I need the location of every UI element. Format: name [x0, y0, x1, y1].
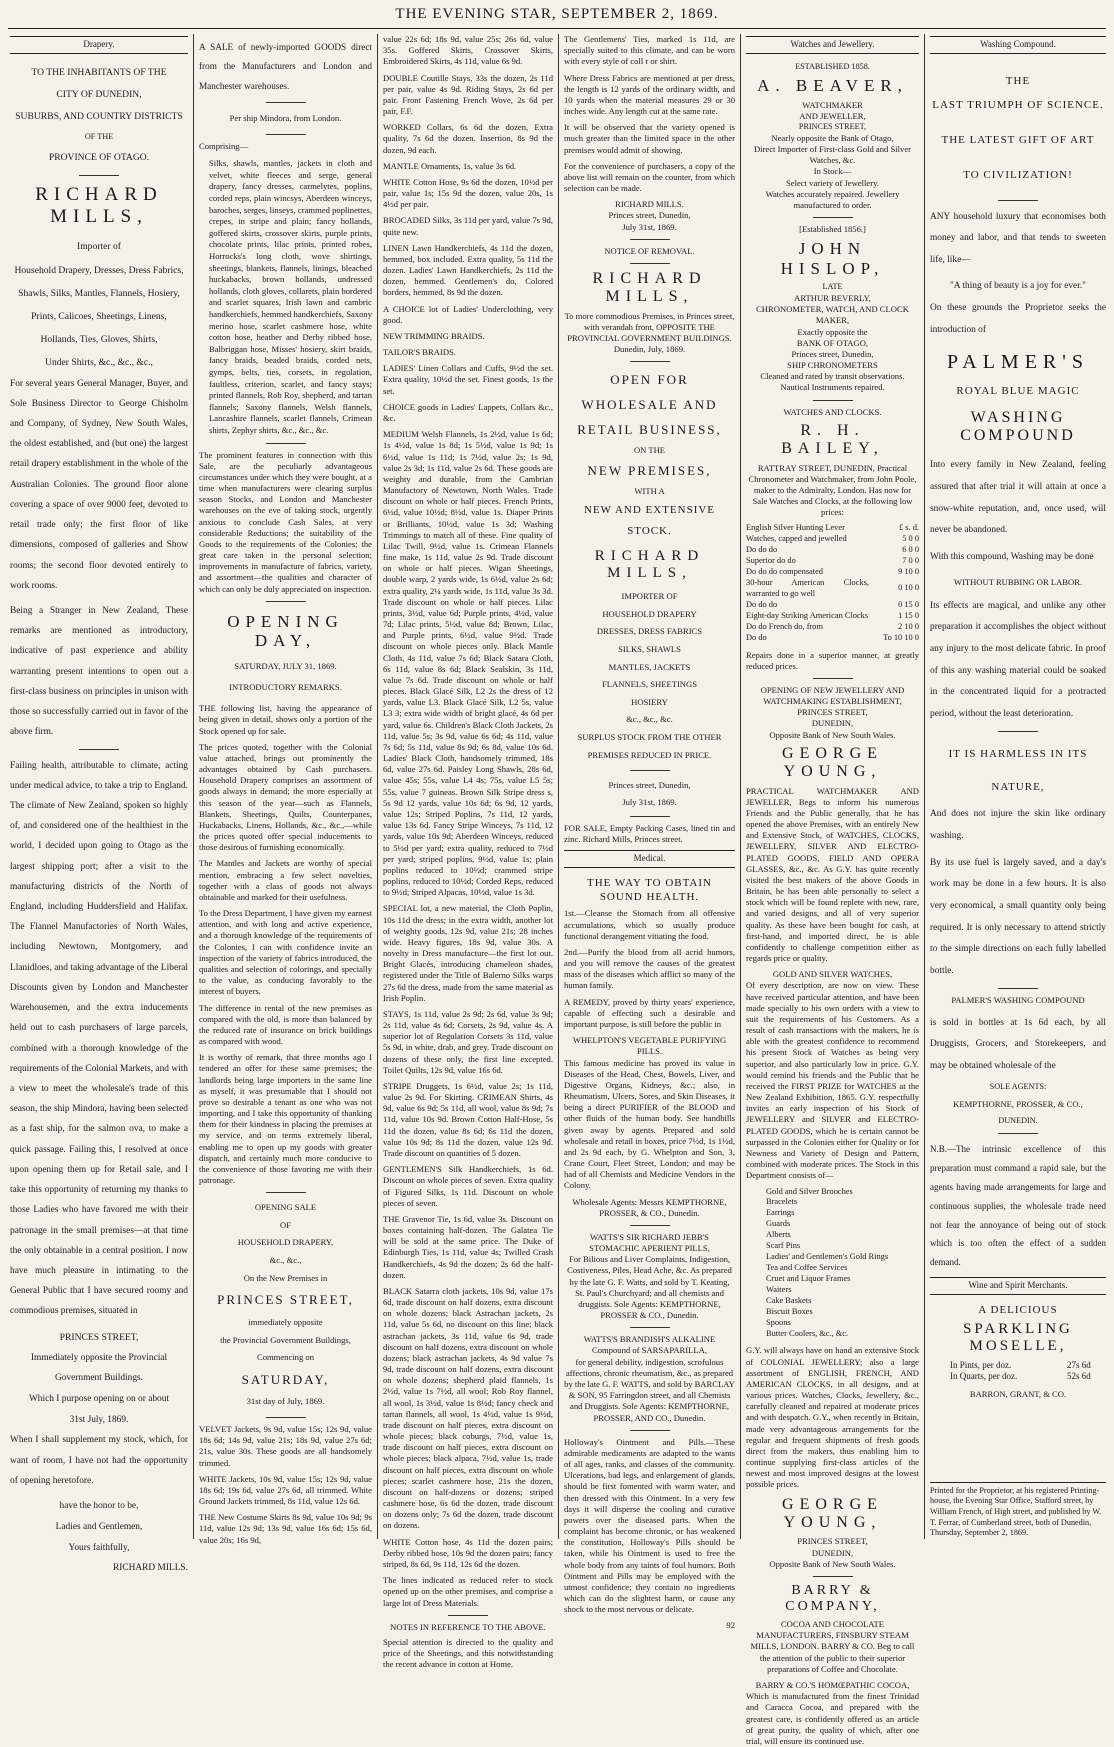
- sale-line: OF: [280, 1219, 291, 1230]
- paragraph: ANY household luxury that economises both money and labor, and that tends to sweeten life, like—: [930, 211, 1106, 265]
- sale-line: the Provincial Government Buildings,: [220, 1334, 351, 1345]
- paragraph: for general debility, indigestion, scrofulous affections, chronic rheumatism, &c., as prepared by the late G. F. WATTS, and sold by BARCLAY & SON, 95 Farringdon street, and all Chemists and Druggists. Sole Agents: KEMPTHORNE, PROSSER, AND CO., Dunedin.: [564, 1356, 735, 1423]
- divider: [266, 1192, 306, 1193]
- opening-block: [746, 707, 919, 741]
- divider: [266, 601, 306, 602]
- advertiser-name: RICHARD MILLS,: [594, 547, 705, 581]
- column-2: [199, 34, 372, 1545]
- stock-list: [746, 1187, 919, 1340]
- advertiser-name: GEORGE YOUNG,: [782, 1495, 883, 1532]
- paragraph: The Mantles and Jackets are worthy of special mention, embracing a few select novelties, together with a class of goods not always obtainable and marked for their usefulness.: [199, 858, 372, 902]
- paragraph: THE New Costume Skirts 8s 9d, value 10s 9d; 9s 11d, value 12s 9d; 13s 9d, value 16s 6d; 15s 6d, value 20s; 16s 9d,: [199, 1512, 372, 1545]
- opposite-line: Government Buildings.: [54, 1373, 143, 1384]
- list-item: Guards: [766, 1219, 791, 1229]
- paragraph: is sold in bottles at 1s 6d each, by all Druggists, Grocers, and Storekeepers, and may be obtained wholesale of the: [930, 1017, 1106, 1071]
- price-row: 30-hour American Clocks, warranted to go well 0 10 0: [746, 577, 919, 598]
- column-rule: [558, 34, 559, 1539]
- divider: [630, 770, 670, 771]
- paragraph: WHITE Jackets, 10s 9d, value 15s; 12s 9d, value 18s 6d; 19s 6d, value 27s 6d, all trimmed. White Ground Jackets trimmed, 8s 11d, value 12s 6d.: [199, 1473, 372, 1507]
- paragraph: And does not injure the skin like ordinary washing.: [930, 809, 1106, 842]
- open-line: WITH A: [634, 486, 665, 497]
- page-number: 92: [726, 1620, 735, 1631]
- signature-block: [564, 199, 735, 233]
- sale-line: immediately opposite: [248, 1316, 323, 1327]
- paragraph: Which is manufactured from the finest Trinidad and Caracca Cocoa, and prepared with the greatest care, is confidently offered as an article of great purity, the quality of which, after one trial, will ensure its continued use.: [746, 1691, 919, 1746]
- paragraph: CHOICE goods in Ladies' Lappets, Collars &c., &c.: [383, 401, 553, 423]
- opening-heading: OPENING OF NEW JEWELLERY AND WATCHMAKING ESTABLISHMENT,: [760, 684, 905, 707]
- sale-line: Commencing on: [256, 1352, 315, 1363]
- intro-remarks-heading: INTRODUCTORY REMARKS.: [229, 682, 342, 693]
- paragraph: Wholesale Agents: Messrs KEMPTHORNE, PROSSER, & CO., Dunedin.: [572, 1196, 727, 1218]
- paragraph: TAILOR'S BRAIDS.: [383, 347, 456, 358]
- advertiser-name: GEORGE YOUNG,: [782, 744, 883, 781]
- address-block: [564, 777, 735, 810]
- advertiser-name: R. H. BAILEY,: [781, 421, 884, 458]
- price-row: Do do do 6 0 0: [746, 545, 919, 555]
- science-line: THE LATEST GIFT OF ART: [941, 134, 1095, 147]
- removal-heading: NOTICE OF REMOVAL.: [604, 245, 695, 256]
- beaver-line: In Stock—: [813, 166, 852, 177]
- price-row: Do do French do, from 2 10 0: [746, 621, 919, 631]
- opposite-line: Immediately opposite the Provincial: [30, 1352, 168, 1363]
- address-heading: [10, 62, 188, 169]
- paragraph: COCOA AND CHOCOLATE MANUFACTURERS, FINSBURY STEAM MILLS, LONDON. BARRY & CO. Beg to call the attention of the public to their superior preparations of Coffee and Chocolate.: [750, 1619, 915, 1674]
- paragraph: Special attention is directed to the quality and price of the Sheetings, and this notwithstanding the recent advance in cotton at Home.: [383, 1636, 553, 1670]
- hislop-line: CHRONOMETER, WATCH, AND CLOCK MAKER,: [756, 304, 909, 326]
- beaver-line: PRINCES STREET,: [798, 122, 867, 132]
- magic-heading: ROYAL BLUE MAGIC: [956, 385, 1080, 398]
- open-line: OPEN FOR WHOLESALE AND: [581, 372, 718, 413]
- paragraph: Which I purpose opening on or about: [28, 1394, 170, 1405]
- hislop-line: SHIP CHRONOMETERS: [787, 360, 878, 371]
- harm-line: IT IS HARMLESS IN ITS: [948, 748, 1088, 761]
- street-name: PRINCES STREET,: [59, 1331, 139, 1343]
- paragraph: THE following list, having the appearance of being given in detail, shows only a portion of the Stock opened up for sale.: [199, 703, 372, 736]
- opening-day-heading: OPENING DAY,: [227, 611, 344, 651]
- hislop-line: Nautical Instruments repaired.: [780, 382, 885, 393]
- price-row: Do do do compensated 9 10 0: [746, 567, 919, 577]
- gy-line: DUNEDIN,: [811, 1547, 854, 1558]
- paragraph: When I shall supplement my stock, which, for want of room, I have not had the opportunity of opening heretofore.: [10, 1435, 188, 1486]
- established-line: [Established 1856.]: [799, 224, 866, 235]
- price-row: In Pints, per doz. 27s 6d: [950, 1359, 1091, 1370]
- divider: [998, 1133, 1038, 1134]
- column-rule: [924, 34, 925, 1539]
- advertiser-name: JOHN HISLOP,: [780, 239, 885, 278]
- heading-line: CITY OF DUNEDIN,: [56, 88, 142, 100]
- column-3: [383, 34, 553, 1670]
- paragraph: A CHOICE lot of Ladies' Underclothing, very good.: [383, 303, 553, 325]
- paragraph: Holloway's Ointment and Pills.—These admirable medicaments are adapted to the wants of all ages, ranks, and classes of the community. Ulcerations, bad legs, and enlargement of glands, should be first fomented with warm water, and then dressed with this Ointment. In a very few days it will disperse the cooling and curative powers over the diseased parts. When the complaint has become chronic, or has weakened the constitution, Holloway's Pills should be taken, while his Ointment is used to free the whole body from any taints of foul humors. Both Ointment and Pills may be employed with the utmost confidence; they contain no ingredients which can do the slightest harm, or cause any shock to the most nervous or delicate.: [564, 1436, 735, 1615]
- opening-line: PRINCES STREET,: [797, 707, 868, 718]
- divider: [813, 678, 853, 679]
- paragraph: A REMEDY, proved by thirty years' experience, capable of effecting such a desirable and important purpose, is still before the public in: [564, 996, 735, 1029]
- merchant-name: BARRON, GRANT, & CO.: [969, 1389, 1067, 1400]
- paragraph: The Gentlemens' Ties, marked 1s 11d, are specially suited to this climate, and can be worn with every style of coll r or shirt.: [564, 34, 735, 67]
- advertiser-name: A. BEAVER,: [757, 76, 908, 96]
- divider: [998, 200, 1038, 201]
- moselle-prices: [950, 1360, 1091, 1383]
- paragraph: LADIES' Linen Collars and Cuffs, 9½d the set. Extra quality, 10½d the set. Finest goods, 1s the set.: [383, 363, 553, 396]
- pills-heading: WATTS'S SIR RICHARD JEBB'S STOMACHIC APERIENT PILLS,: [589, 1231, 710, 1254]
- beaver-line: Direct Importer of First-class Gold and Silver Watches, &c.: [753, 144, 912, 166]
- column-5: [746, 34, 919, 1746]
- watches-clocks-heading: WATCHES AND CLOCKS.: [783, 406, 882, 417]
- list-item: Cruet and Liquor Frames: [766, 1273, 851, 1283]
- hislop-line: ARTHUR BEVERLY,: [794, 293, 871, 304]
- closing-line: have the honor to be,: [59, 1501, 139, 1512]
- divider: [79, 175, 119, 176]
- column-1: [10, 34, 188, 1574]
- ship-line: Per ship Mindora, from London.: [229, 112, 342, 123]
- paragraph: Being a Stranger in New Zealand, These remarks are mentioned as introductory, indicative of past experience and ability warranting present intentions to open out a first-class business on principles in unison with those so successfully carried out in favor of the above firm.: [10, 605, 188, 738]
- open-line: RETAIL BUSINESS,: [577, 421, 722, 437]
- goods-line: SILKS, SHAWLS: [618, 643, 681, 654]
- paragraph: WORKED Collars, 6s 6d the dozen, Extra quality, 7s 6d the dozen. Insertion, 8s 9d the dozen, 9d each.: [383, 122, 553, 155]
- addr-line: July 31st, 1869.: [622, 796, 677, 807]
- without-rubbing: WITHOUT RUBBING OR LABOR.: [953, 576, 1083, 587]
- health-heading: THE WAY TO OBTAIN SOUND HEALTH.: [586, 876, 712, 904]
- paragraph: It will be observed that the variety opened is much greater than the limited space in the other premises would admit of showing.: [564, 122, 735, 155]
- list-item: Alberts: [766, 1230, 791, 1240]
- goods-line: PREMISES REDUCED IN PRICE.: [587, 749, 712, 760]
- paragraph: The prominent features in connection with this Sale, are the peculiarly advantageous circumstances under which they were bought, at a time when manufacturers were clearing surplus season Stocks, and London and Manchester warehouses on the eve of taking stock, urgently anxious to conclude Cash Sales, at very considerable Reductions; the suitability of the Goods to the requirements of the Colonies; the great care taken in the personal selection; improvements in manufacture of fabrics, variety, and assortment—the qualities and character of which can only be duly appreciated on inspection.: [199, 449, 372, 594]
- divider: [630, 1327, 670, 1328]
- paragraph: MANTLE Ornaments, 1s, value 3s 6d.: [383, 160, 517, 171]
- goods-line: DRESSES, DRESS FABRICS: [596, 626, 703, 637]
- section-heading-watches: Watches and Jewellery.: [746, 36, 919, 54]
- goods-line: HOSIERY: [631, 696, 668, 707]
- divider: [630, 1225, 670, 1226]
- sale-line: 31st day of July, 1869.: [246, 1396, 325, 1407]
- price-row: Superior do do 7 0 0: [746, 556, 919, 566]
- sale-line: &c., &c.,: [269, 1255, 302, 1266]
- gold-watches-heading: GOLD AND SILVER WATCHES,: [772, 969, 893, 980]
- paragraph: Of every description, are now on view. These have received particular attention, and have been made specially to his own orders with a view to suit the requirements of his Customers. As a result of cash transactions with the makers, he is able with the greatest confidence to recommend his present Stock of Watches as being very superior, and also particularly low in price. G.Y. would remind his friends and the Public that he received the FIRST PRIZE for WATCHES at the New Zealand Exhibition, 1865. G.Y. respectfully invites an early inspection of his Stock of JEWELLERY and SILVER and ELECTRO-PLATED GOODS, which he is certain cannot be surpassed in the Colonies either for Quality or for Newness and Variety of Design and Pattern, combined with moderate prices. The Stock in this Department consists of—: [746, 980, 919, 1181]
- column-rule: [377, 34, 378, 1539]
- section-heading-medical: Medical.: [564, 850, 735, 868]
- harmless-block: [930, 738, 1106, 804]
- sale-line: SATURDAY,: [241, 1371, 330, 1387]
- sole-agents: SOLE AGENTS:: [989, 1082, 1047, 1092]
- sale-line: OPENING SALE: [254, 1202, 317, 1213]
- goods-line: Under Shirts, &c., &c., &c.,: [45, 356, 153, 368]
- goods-line: Importer of: [77, 241, 121, 253]
- paragraph: This famous medicine has proved its value in Diseases of the Head, Chest, Bowels, Liver, and Digestive Organs, Kidneys, &c.; also, in Rheumatism, Ulcers, Sores, and Skin Diseases, it being a direct PURIFIER of the BLOOD and other fluids of the human body. See handbills given away by agents. Prepared and sold wholesale and retail in boxes, price 7½d, 1s 1½d, and 2s 9d each, by G. Whelpton and Son, 3, Crane Court, Fleet Street, London; and may be had of all Chemists and Medicine Vendors in the Colony.: [564, 1057, 735, 1191]
- paragraph: FOR SALE, Empty Packing Cases, lined tin and zinc. Richard Mills, Princes street.: [564, 822, 735, 844]
- top-rule: [8, 28, 1106, 29]
- paragraph: With this compound, Washing may be done: [930, 551, 1094, 562]
- washing-compound-heading: WASHING COMPOUND: [960, 408, 1076, 444]
- paragraph: GENTLEMEN'S Silk Handkerchiefs, 1s 6d. Discount on whole pieces of seven. Extra quality of Figured Silks, 1s 11d. Discount on whole pieces of seven.: [383, 1164, 553, 1208]
- divider: [813, 1576, 853, 1577]
- column-4: [564, 34, 735, 1631]
- divider: [266, 102, 306, 103]
- cocoa-heading: BARRY & CO.'S HOMŒPATHIC COCOA,: [755, 1680, 910, 1690]
- paragraph: Where Dress Fabrics are mentioned at per dress, the length is 12 yards of the ordinary width, and 10 yards when the material measures 29 or 30 inches wide. Any length cut at the same rate.: [564, 72, 735, 117]
- list-item: Butter Coolers, &c., &c.: [766, 1328, 849, 1338]
- gy-address: [746, 1536, 919, 1570]
- list-item: Tea and Coffee Services: [766, 1262, 848, 1272]
- list-item: Waiters: [766, 1284, 792, 1294]
- sale-intro: A SALE of newly-imported GOODS direct from the Manufacturers and London and Manchester warehouses.: [199, 42, 372, 91]
- science-line: LAST TRIUMPH OF SCIENCE.: [932, 98, 1104, 111]
- paragraph: On these grounds the Proprietor seeks the introduction of: [930, 303, 1106, 335]
- divider: [998, 988, 1038, 989]
- pills-heading: WHELPTON'S VEGETABLE PURIFYING PILLS.: [572, 1035, 727, 1057]
- price-row: In Quarts, per doz. 52s 6d: [950, 1371, 1091, 1382]
- paragraph: STRIPE Druggets, 1s 6½d, value 2s; 1s 11d, value 2s 9d. For Skirting. CRIMEAN Shirts, 4s 9d, value 6s 9d; 5s 11d, all wool, value 8s 9d; 7s 11d, value 10s 9d. Brown Cotton Half-Hose, 5s 11d the dozen, value 8s 6d; 6s 11d the dozen, value 10s 9d; 8s 11d the dozen, value 12s 9d. Trade discount on quantities of 5 dozen.: [383, 1080, 553, 1158]
- paragraph: value 22s 6d; 18s 9d, value 25s; 26s 6d, value 35s. Goffered Skirts, Crossover Skirts, Embroidered Skirts, 4s 11d, value 6s 9d.: [383, 34, 553, 67]
- opening-date: SATURDAY, JULY 31, 1869.: [234, 660, 337, 671]
- paragraph: LINEN Lawn Handkerchiefs, 4s 11d the dozen, hemmed, box included. Extra quality, 5s 11d the dozen. Ladies' Lawn Handkerchiefs, 2s 11d the dozen, hemmed. Gentlemen's do, Colored borders, hemmed, 8s 9d the dozen.: [383, 242, 553, 298]
- goods-line: HOUSEHOLD DRAPERY: [602, 608, 697, 619]
- paragraph: BLACK Satarra cloth jackets, 10s 9d, value 17s 6d, trade discount on half dozens, extra discount on whole dozens; black Astrachan jackets, 2s 11d, value 5s 6d, no discount on this line; black astrachan jackets, 3s 11d, value 6s 9d, trade discount on half dozens, extra discount on whole dozens; black astrachan jackets, 4s 9d value 7s 9d, trade discount on half dozens, extra discount on whole dozens; shepherd plaid flannels, 1s 2½d, value 1s 7½d, all wool; Rob Roy flannel, all wool, 1s 3½d, value 1s 8½d; fancy check and tartan flannels, all wool, 1s 4½d, value 1s 9½d, trade discount on half pieces, extra discount on whole pieces; black coburgs, 7½d, value 1s, trade discount on half pieces, extra discount on whole pieces; black alpaca, 7½d, value 1s, trade discount on half pieces, extra discount on whole pieces; scarlet cashmere hose, 21s the dozen, discount on half-dozens or dozens; striped cashmere hose, 6s 6d the dozen, trade discount on dozens only; 7s 6d the dozen, trade discount on dozens.: [383, 1285, 553, 1531]
- price-row: Watches, capped and jewelled 5 0 0: [746, 534, 919, 544]
- section-heading-drapery: Drapery.: [10, 36, 188, 54]
- hislop-line: Cleaned and rated by transit observations.: [760, 371, 905, 382]
- divider: [630, 263, 670, 264]
- paragraph: VELVET Jackets, 9s 9d, value 15s; 12s 9d, value 18s 6d; 14s 9d, value 21s; 18s 9d, value 27s 6d; 21s, value 30s. These goods are all handsomely trimmed.: [199, 1424, 372, 1468]
- paragraph: The prices quoted, together with the Colonial value attached, brings out prominently the advantages obtained by Cash purchasers. Household Drapery comprises an assortment of goods always in demand; the more especially at this season of the year—such as Flannels, Blankets, Sheetings, Quilts, Counterpanes, Huckabacks, Linens, Hollands, &c., &c.,—while the prices quoted offer special inducements to those desirous of furnishing economically.: [199, 741, 372, 853]
- paragraph: The difference in rental of the new premises as compared with the old, is more than balanced by the reduced rate of insurance on brick buildings as compared with wood.: [199, 1002, 372, 1047]
- divider: [630, 1430, 670, 1431]
- hislop-line: Exactly opposite the: [797, 326, 868, 337]
- closing: [10, 1496, 188, 1579]
- price-table: [746, 523, 919, 643]
- gy-line: Opposite Bank of New South Wales.: [769, 1558, 896, 1569]
- heading-line: TO THE INHABITANTS OF THE: [31, 66, 167, 78]
- paragraph: Failing health, attributable to climate, acting under medical advice, to take a trip to England. The climate of New Zealand, spoken so highly of, and considered one of the healthiest in the world, I decided upon going to Otago as the largest shipping port; after a visit to the manufacturing districts of the North of England, including Huddersfield and Halifax. The Flannel Manufactories of North Wales, including Newtown, Montgomery, and Llanidloes, and taking advantage of the Liberal Discounts given by London and Manchester Warehousemen, and the extra inducements held out to cash purchasers of large parcels, combined with a thorough knowledge of the requirements of the Colonial Markets, and with a view to meet the wholesale's trade of this season, the ship Mindora, having been selected as a fast ship, for the salmon ova, to make a quick passage. Failing this, I resolved at once upon opening them up for Retail sale, and I take this opportunity of returning my thanks to those Ladies who have favored me with their patronage in the small premises—at that time the only obtainable in a central position. I now have much pleasure in intimating to the General Public that I have secured roomy and commodious premises, situated in: [10, 760, 188, 1317]
- delicious-line: A DELICIOUS: [978, 1303, 1058, 1316]
- signature: RICHARD MILLS.: [112, 1563, 188, 1574]
- palmer-compound-heading: PALMER'S WASHING COMPOUND: [951, 995, 1085, 1006]
- paragraph: For the convenience of purchasers, a copy of the above list will remain on the counter, from which selection can be made.: [564, 160, 735, 194]
- paragraph: For Bilious and Liver Complaints, Indigestion, Costiveness, Piles, Head Ache, &c. As prepared by the late G. F. Watts, and sold by T. Keating, St. Paul's Churchyard; and all chemists and druggists. Sole Agents: KEMPTHORNE, PROSSER & CO., Dunedin.: [567, 1254, 732, 1321]
- paragraph: The lines indicated as reduced refer to stock opened up on the other premises, and comprise a large lot of Dress Materials.: [383, 1575, 553, 1608]
- hislop-line: BANK OF OTAGO,: [796, 337, 869, 348]
- list-item: Gold and Silver Brooches: [766, 1186, 853, 1196]
- hislop-line: LATE: [822, 282, 843, 292]
- sig-line: RICHARD MILLS.: [615, 199, 684, 210]
- beaver-line: AND JEWELLER,: [799, 111, 866, 122]
- paragraph: G.Y. will always have on hand an extensive Stock of COLONIAL JEWELLERY; also a large assortment of ENGLISH, FRENCH, AND AMERICAN CLOCKS, in all designs, and at various prices. Watches, Clocks, Jewellery, &c., carefully cleaned and repaired at moderate prices and with despatch. G.Y., when recently in Britain, made very advantageous arrangements for the regular and frequent shipments of fresh goods direct from the makers, thus enabling him to continue supplying first-class articles of the newest and most improved designs at the lowest possible prices.: [746, 1345, 919, 1490]
- goods-block: [564, 588, 735, 764]
- open-line: NEW AND EXTENSIVE STOCK.: [583, 503, 716, 537]
- agents-name: KEMPTHORNE, PROSSER, & CO.,: [953, 1099, 1083, 1110]
- hislop-block: [746, 282, 919, 393]
- paragraph: NEW TRIMMING BRAIDS.: [383, 330, 485, 341]
- divider: [998, 731, 1038, 732]
- divider: [813, 400, 853, 401]
- beaver-line: Watches accurately repaired. Jewellery manufactured to order.: [765, 188, 900, 210]
- paragraph: THE Gravenor Tie, 1s 6d, value 3s. Discount on boxes containing half-dozen. The Galatea Tie will be sold at the same price. The Duke of Edinburgh Ties, 1s 11d, value 4s; Twilled Crash Handkerchiefs, 4s 9d the dozen; 2s 6d the half-dozen.: [383, 1213, 553, 1280]
- goods-catalogue: Silks, shawls, mantles, jackets in cloth and velvet, white fleeces and serge, general drapery, fancy dresses, carmelytes, poplins, corded reps, plain wincsys, Aberdeen winceys, baroches, serges, linseys, crammed poplinettes, crepes, in stripe and plain; fancy hollands, goffered skirts, crossover skirts, purple prints, chocolate prints, lilac prints, printed robes, Horrocks's long cloth, wove shirtings, sheetings, blankets, flannels, linings, bleached huckabacks, brown hollands, undressed hollands, cloth gloves, collarets, plain bordered and scarlet squares, Irish lawn and cambric handkerchiefs, hemmed handkerchiefs, Saxony merino hose, scarlet cashmere hose, white cotton hose, heather and Derby ribbed hose, Balbriggan hose, Misses' hosiery, skirt braids, fancy braids, beaded braids, corded nets, gymps, belts, ties, corsets, in regulation, faultless, criterion, scarlet, and fancy stays; printed flannels, Rob Roy, shepherd, and tartan flannels; Saxony flannels, Welsh flannels, Lancashire flannels, scarlet flannels, Crimean shirts, Zephyr shirts, &c., &c., &c.: [209, 158, 372, 435]
- paragraph: WHITE Cotton hose, 4s 11d the dozen pairs; Derby ribbed hose, 10s 9d the dozen pairs; fancy striped, 8s 6d, 9s 11d, 12s 6d the dozen.: [383, 1536, 553, 1569]
- the-line: THE: [1005, 74, 1031, 87]
- printer-imprint: Printed for the Proprietor, at his registered Printing-house, the Evening Star Office, Stafford street, by William French, of High street, and published by W. T. Ferrar, of Cumberland street, both of Dunedin, Thursday, September 2, 1869.: [930, 1482, 1106, 1539]
- paragraph: DOUBLE Coutille Stays, 33s the dozen, 2s 11d per pair, value 4s 9d. Riding Stays, 2s 6d per pair. Front Fastening French Wove, 2s 6d per pair, F.F.: [383, 72, 553, 117]
- paragraph: Repairs done in a superior manner, at greatly reduced prices.: [746, 649, 919, 671]
- paragraph: By its use fuel is largely saved, and a day's work may be done in a few hours. It is also very economical, a small quantity only being required. It is only necessary to attend strictly to the simple directions on each fully labelled bottle.: [930, 857, 1106, 976]
- paragraph: It is worthy of remark, that three months ago I tendered an offer for these same premises; the landlords being large importers in the same line as myself, it was presumable that I should not prove so desirable a tenant as one who was not importing, and I take this opportunity of thanking them for their kindness in placing the premises at my service, and on terms extremely liberal, enabling me to open up my goods with greater dispatch, and certainly much more conducive to the convenience of those favoring me with their patronage.: [199, 1052, 372, 1186]
- paragraph: Its effects are magical, and unlike any other preparation it accomplishes the object without any injury to the most delicate fabric. In proof of this any washing material could be soaked in the concentrated liquid for a protracted period, without the least deterioration.: [930, 600, 1106, 719]
- divider: [79, 749, 119, 750]
- comprising-label: Comprising—: [199, 141, 249, 152]
- addr-line: Princes street, Dunedin,: [608, 780, 691, 791]
- goods-list: [10, 235, 188, 373]
- price-row: Do do To 10 10 0: [746, 632, 919, 642]
- divider: [630, 361, 670, 362]
- paragraph: SPECIAL lot, a new material, the Cloth Poplin, 10s 11d the dress; in the extra width, another lot of weighty goods, 12s 9d, value 21s; 28 inches wide. Heavy figures, 18s 9d, value 30s. A novelty in Dress manufacture—the first lot out. Bright Glacés, introducing chameleon shades, registered under the Title of Balerno Silks warps 27s 6d the dress, made from the same material as Irish Poplin.: [383, 903, 553, 1003]
- beaver-line: WATCHMAKER: [802, 99, 863, 110]
- section-heading-washing: Washing Compound.: [930, 36, 1106, 54]
- paragraph: STAYS, 1s 11d, value 2s 9d; 2s 6d, value 3s 9d; 2s 11d, value 4s 6d; Corsets, 2s 9d, value 4s. A superior lot of Regulation Corsets 3s 11d, value 5s 9d, in white, drab, and grey. Trade discount on dozens of these only, the first line excepted. Toilet Quilts, 12s 9d, value 16s 6d.: [383, 1008, 553, 1075]
- price-row: Do do do 0 15 0: [746, 599, 919, 609]
- open-line: NEW PREMISES,: [587, 462, 712, 478]
- paragraph: N.B.—The intrinsic excellence of this preparation must command a rapid sale, but the agents having made arrangements for large and continuous supplies, the wholesale trade need not fear the annoyance of being out of stock which is too often the effect of a sudden demand.: [930, 1143, 1106, 1268]
- paragraph: For several years General Manager, Buyer, and Sole Business Director to George Chisholm and Company, of Sydney, New South Wales, the oldest established, and (but one) the largest retail drapery establishment in the whole of the Australian Colonies. The ground floor alone covering a space of over 9000 feet, devoted to retail trade only; the first floor of like dimensions, composed of galleries and Show rooms; the second floor devoted entirely to work rooms.: [10, 378, 188, 591]
- moselle-heading: SPARKLING MOSELLE,: [963, 1321, 1073, 1355]
- heading-line: SUBURBS, AND COUNTRY DISTRICTS: [15, 110, 183, 122]
- sig-line: Princes street, Dunedin,: [608, 210, 691, 221]
- list-item: Biscuit Boxes: [766, 1306, 813, 1316]
- paragraph: 1st.—Cleanse the Stomach from all offensive accumulations, which so usually produce functional derangement vitiating the food.: [564, 908, 735, 941]
- sarsaparilla-heading: WATTS'S BRANDISH'S ALKALINE Compound of SARSAPARILLA,: [583, 1334, 716, 1356]
- list-item: Ladies' and Gentlemen's Gold Rings: [766, 1252, 889, 1262]
- paragraph: MEDIUM Welsh Flannels, 1s 2½d, value 1s 6d; 1s 4½d, value 1s 8d; 1s 5½d, value 1s 9d; 1s 6½d, value 1s 11d; 1s 7½d, value 2s; 1s 9d, value 2s 3d; 1s 11d, value 2s 6d. These goods are weighty and durable, from the Cambrian Manufactory of Newtown, North Wales. Trade discount on whole or half pieces. French Prints, 6½d, value 10½d; 8½d, value 1s. Diaper Prints or Brilliants, 10½d, value 1s 3d; Washing Trimmings to match all of these. Fine quality of Lilac Twill, 9½d, value 1s. Crimean Flannels fine make, 1s 11d, value 2s 9d. Trade discount on whole or half pieces. Wigan Sheetings, double warp, 2 yards wide, 1s 6½d, value 2s 6d; extra quality, 2¼ yards wide, 1s 11d, value 3s 3d. Trade discount on whole or half pieces. Lilac prints, 3½d, value 6d; Purple prints, 4½d, value 7d; Lilac prints, 5½d, value 8d; Brown, Lilac, and Purple prints, 6½d, value 9½d. Trade discount on whole pieces only. Black Mantle Cloth, 4s 11d, value 7s 6d; Black Satara Cloth, 6s 11d, value 8s 6d; Black Sealskin, 3s 11d, value 7s 6d. Trade discount on whole or half pieces. Black Glacé Silk, L2 2s the dress of 12 yards, value L3. Black Glacé Silk, L2 5s, value L3 3; extra wide width of bright glacé, 4s 6d per yard, value 6s. Children's Black Cloth Jackets, 2s 11d, value 5s; 3s 9d, value 6s 6d; 4s 11d, value 7s 6d; 5s 11d, value 8s 9d; 6s 8d, value 10s 6d. Ladies' Black Cloth, handsomely trimmed, 18s 6d, value 27s 6d. Paisley Long Shawls, 28s 6d, value 45s; 55s, value L4 4s; 75s, value L5 5s; 55s, value 7 guineas. Brown Silk Stripe dress s, 5s 9d 12 yards, value 10s 6d; 6s 9d, 12 yards, value 12s; Striped Poplins, 7s 11d, 12 yards, value 13s 6d. Fancy Stripe Winceys, 7s 11d, 12 yards, value 10s 9d; Aberdeen Winceys, reduced to 5½d per yard; extra quality, reduced to 7½d per yard; striped poplins, 9½d, value 1s; plain poplins reduced to 10½d; crammed stripe poplins, reduced to 10½d; Corded Reps, reduced to 9½d; Striped Alpacas, 10½d, value 1s 3d.: [383, 429, 553, 898]
- goods-line: FLANNELS, SHEETINGS: [601, 679, 697, 690]
- price-row: English Silver Hunting Lever £ s. d.: [746, 523, 919, 533]
- advertiser-name: RICHARD MILLS,: [35, 183, 163, 227]
- heading-line: OF THE: [84, 131, 114, 141]
- hislop-line: Princes street, Dunedin,: [791, 348, 874, 359]
- sale-line: PRINCES STREET,: [217, 1292, 354, 1308]
- quote: "A thing of beauty is a joy for ever.": [949, 281, 1086, 292]
- divider: [266, 134, 306, 135]
- beaver-block: [746, 100, 919, 211]
- science-block: [930, 88, 1106, 194]
- price-row: Eight-day Striking American Clocks 1 15 0: [746, 610, 919, 620]
- divider: [266, 443, 306, 444]
- sale-line: HOUSEHOLD DRAPERY,: [237, 1237, 334, 1248]
- paragraph: 2nd.—Purify the blood from all acrid humors, and you will remove the causes of the greatest mass of the diseases which afflict so many of the human family.: [564, 946, 735, 991]
- dunedin-line: DUNEDIN.: [998, 1116, 1038, 1126]
- harm-line: NATURE,: [991, 781, 1045, 794]
- paragraph: To the Dress Department, I have given my earnest attention, and with long and active experience, and a thorough knowledge of the requirements of the Colonies, I can with confidence invite an inspection of the variety of fabrics introduced, the qualities and selection of colorings, and specially to the value, as conducing favorably to the interest of buyers.: [199, 908, 372, 997]
- paragraph: Into every family in New Zealand, feeling assured that after trial it will attain at once a snow-white reputation, and, once used, will never be abandoned.: [930, 460, 1106, 536]
- paragraph: To more commodious Premises, in Princes street, with verandah front, OPPOSITE THE PROVINCIAL GOVERNMENT BUILDINGS. Dunedin, July, 1869.: [564, 310, 735, 355]
- list-item: Scarf Pins: [766, 1241, 801, 1251]
- notes-heading: NOTES IN REFERENCE TO THE ABOVE.: [390, 1621, 546, 1632]
- divider: [630, 239, 670, 240]
- list-item: Bracelets: [766, 1197, 798, 1207]
- column-6: [930, 34, 1106, 1539]
- open-block: [564, 368, 735, 541]
- paragraph: BROCADED Silks, 3s 11d per yard, value 7s 9d, quite new.: [383, 215, 553, 237]
- divider: [448, 1615, 488, 1616]
- divider: [630, 816, 670, 817]
- goods-line: IMPORTER OF: [621, 591, 678, 602]
- open-line: ON THE: [633, 445, 666, 456]
- palmer-heading: PALMER'S: [946, 351, 1089, 374]
- goods-line: Hollands, Ties, Gloves, Shirts,: [40, 333, 158, 345]
- paragraph: WHITE Cotton Hose, 9s 6d the dozen, 10½d per pair, value 1s; 15s 9d the dozen, value 20s, 1s 4½d per pair.: [383, 176, 553, 210]
- list-item: Cake Baskets: [766, 1295, 812, 1305]
- opening-sale-block: [199, 1199, 372, 1411]
- opening-line: DUNEDIN,: [811, 718, 854, 729]
- date-line: 31st July, 1869.: [69, 1414, 129, 1425]
- section-heading-wine: Wine and Spirit Merchants.: [930, 1277, 1106, 1295]
- goods-line: SURPLUS STOCK FROM THE OTHER: [577, 731, 722, 742]
- opening-line: Opposite Bank of New South Wales.: [769, 729, 896, 740]
- divider: [266, 1417, 306, 1418]
- column-rule: [740, 34, 741, 1539]
- closing-line: Ladies and Gentlemen,: [55, 1521, 143, 1532]
- beaver-line: Select variety of Jewellery.: [786, 177, 879, 188]
- paragraph: RATTRAY STREET, DUNEDIN, Practical Chronometer and Watchmaker, from John Poole, maker to the Admiralty, London. Has now for Sale Watches and Clocks, at the following low prices:: [748, 462, 917, 518]
- sig-line: July 31st, 1869.: [622, 221, 677, 232]
- beaver-line: Nearly opposite the Bank of Otago,: [771, 132, 894, 143]
- established-line: ESTABLISHED 1858.: [795, 61, 870, 71]
- masthead-title: THE EVENING STAR, SEPTEMBER 2, 1869.: [395, 6, 719, 22]
- advertiser-name: RICHARD MILLS,: [592, 269, 707, 306]
- goods-line: MANTLES, JACKETS: [608, 661, 691, 672]
- closing-line: Yours faithfully,: [68, 1542, 130, 1553]
- advertiser-name: BARRY & COMPANY,: [785, 1582, 880, 1615]
- science-line: TO CIVILIZATION!: [963, 169, 1073, 182]
- column-rule: [193, 34, 194, 1539]
- list-item: Spoons: [766, 1317, 791, 1327]
- goods-line: Shawls, Silks, Mantles, Flannels, Hosiery,: [18, 287, 180, 299]
- sale-line: On the New Premises in: [243, 1272, 328, 1283]
- goods-line: Household Drapery, Dresses, Dress Fabrics,: [14, 264, 184, 276]
- divider: [813, 217, 853, 218]
- goods-line: Prints, Calicoes, Sheetings, Linens,: [31, 310, 167, 322]
- heading-line: PROVINCE OF OTAGO.: [48, 151, 150, 163]
- list-item: Earrings: [766, 1208, 795, 1218]
- gy-line: PRINCES STREET,: [797, 1536, 868, 1547]
- goods-line: &c., &c., &c.: [626, 714, 673, 725]
- paragraph: PRACTICAL WATCHMAKER AND JEWELLER, Begs to inform his numerous Friends and the Public generally, that he has opened the above Premises, with an entirely New and Extensive Stock, of WATCHES, CLOCKS, JEWELLERY, SILVER AND ELECTRO-PLATED GOODS, FIELD AND OPERA GLASSES, &c., &c. As G.Y. has quite recently visited the best makers of the above Goods in Britain, he has been able personally to select a stock which will be found replete with new, rare, and varied designs, and all of very superior quality. As these have been bought for cash, at first-hand, and imported direct, he is able confidently to challenge competition either as regards price or quality.: [746, 785, 919, 964]
